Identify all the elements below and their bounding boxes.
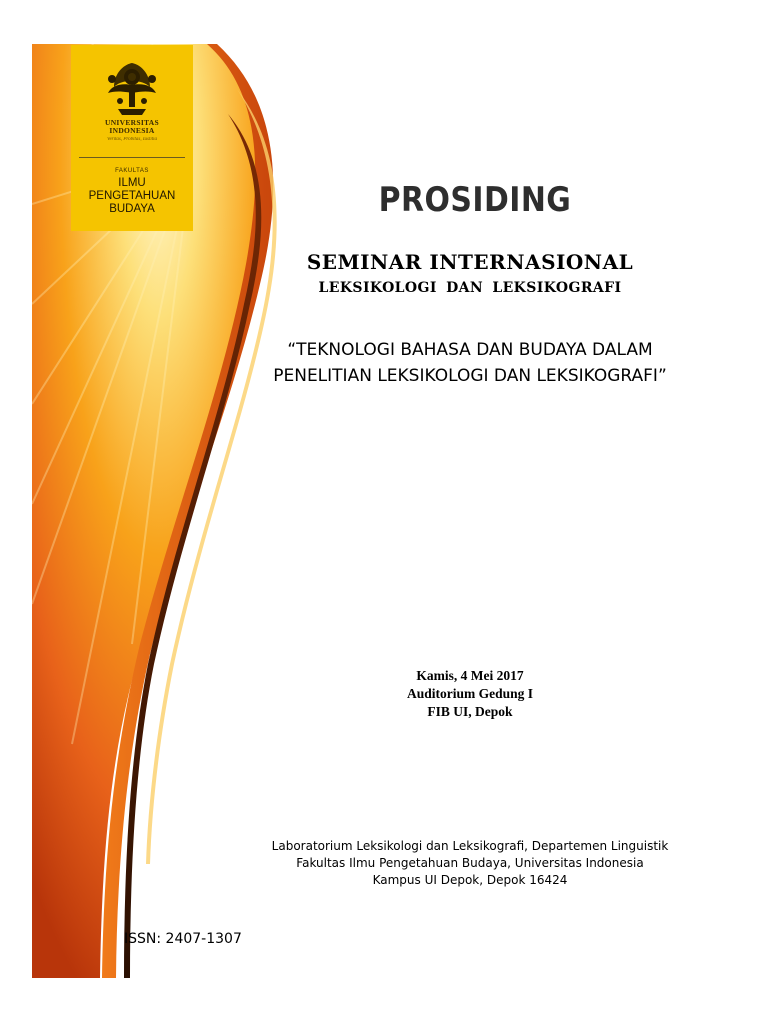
university-name: UNIVERSITAS INDONESIA xyxy=(104,118,159,135)
organizer-faculty: Fakultas Ilmu Pengetahuan Budaya, Universitas Indonesia xyxy=(296,856,644,870)
event-place: FIB UI, Depok xyxy=(427,704,513,719)
seminar-subtitle: LEKSIKOLOGI DAN LEKSIKOGRAFI xyxy=(318,280,622,296)
makara-emblem-icon xyxy=(100,57,164,119)
issn-number: ISSN: 2407-1307 xyxy=(124,931,242,947)
organizer-address: Kampus UI Depok, Depok 16424 xyxy=(372,873,568,887)
university-logo-panel xyxy=(71,45,193,231)
seminar-title: SEMINAR INTERNASIONAL xyxy=(306,250,634,274)
seminar-theme: “TEKNOLOGI BAHASA DAN BUDAYA DALAM PENELITIAN LEKSIKOLOGI DAN LEKSIKOGRAFI” xyxy=(273,340,667,386)
event-venue: Auditorium Gedung I xyxy=(406,686,534,701)
logo-divider xyxy=(79,157,185,158)
university-motto: Veritas, Probitas, Iustitia xyxy=(106,137,158,142)
organizer-lab: Laboratorium Leksikologi dan Leksikografi, Departemen Linguistik xyxy=(271,839,669,853)
faculty-name: ILMU PENGETAHUAN BUDAYA xyxy=(88,177,176,215)
cover-heading: PROSIDING xyxy=(378,180,572,220)
event-date: Kamis, 4 Mei 2017 xyxy=(416,668,524,683)
faculty-label: FAKULTAS xyxy=(115,168,149,174)
